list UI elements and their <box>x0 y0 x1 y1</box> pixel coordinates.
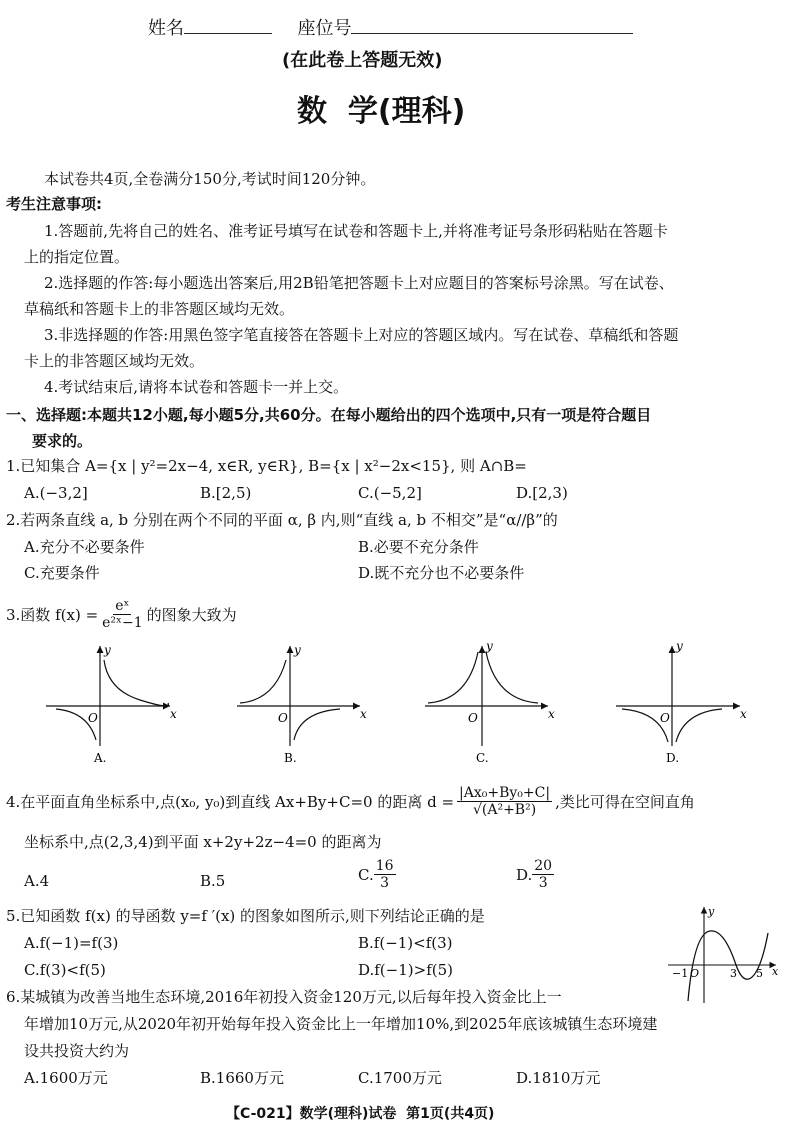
q5-option-b: B.f(−1)<f(3) <box>358 934 453 952</box>
q6-line3: 设共投资大约为 <box>24 1042 130 1060</box>
graph-b-x: x <box>360 707 367 721</box>
q4-option-d-frac <box>532 858 554 891</box>
q4-formula-num: |Ax₀+By₀+C| <box>459 785 551 801</box>
graph-a-label: A. <box>94 751 107 765</box>
q3-graphs <box>0 630 794 770</box>
name-blank <box>184 17 272 34</box>
q4-option-c-prefix: C. <box>358 865 374 884</box>
graph-a-y: y <box>104 643 111 657</box>
graph-b-label: B. <box>284 751 297 765</box>
q5-graph <box>664 903 784 1005</box>
graph-c-label: C. <box>476 751 489 765</box>
page-footer: 【C-021】数学(理科)试卷 第1页(共4页) <box>226 1106 495 1122</box>
q4-stem-a: 4.在平面直角坐标系中,点(x₀, y₀)到直线 Ax+By+C=0 的距离 d = <box>6 792 455 811</box>
section-heading-line2: 要求的。 <box>32 432 93 450</box>
graph-c-origin: O <box>468 711 478 725</box>
intro-line: 本试卷共4页,全卷满分150分,考试时间120分钟。 <box>44 170 376 188</box>
q4-option-d-num: 20 <box>534 858 553 874</box>
q4-option-c-num: 16 <box>375 858 394 874</box>
q2-option-d: D.既不充分也不必要条件 <box>358 564 525 582</box>
q4-option-d-prefix: D. <box>516 865 533 884</box>
note-1b: 上的指定位置。 <box>24 248 130 266</box>
q3-stem <box>6 598 237 631</box>
q1-stem: 1.已知集合 A={x | y²=2x−4, x∈R, y∈R}, B={x | x²−2x<15}, 则 A∩B= <box>6 457 527 475</box>
note-3b: 卡上的非答题区域均无效。 <box>24 352 205 370</box>
q1-option-c: C.(−5,2] <box>358 484 422 502</box>
q4-stem-b: ,类比可得在空间直角 <box>555 792 695 811</box>
q5-option-a: A.f(−1)=f(3) <box>24 934 119 952</box>
graph-d-y: y <box>676 639 683 653</box>
note-1a: 1.答题前,先将自己的姓名、准考证号填写在试卷和答题卡上,并将准考证号条形码粘贴在答题卡 <box>44 222 668 240</box>
note-2a: 2.选择题的作答:每小题选出答案后,用2B铅笔把答题卡上对应题目的答案标号涂黑。写在试卷、 <box>44 274 674 292</box>
q4-formula-den: √(A²+B²) <box>472 802 537 818</box>
q1-option-d: D.[2,3) <box>516 484 568 502</box>
q2-option-b: B.必要不充分条件 <box>358 538 479 556</box>
seat-label: 座位号 <box>297 18 352 39</box>
q5-axis-x: x <box>772 965 779 978</box>
graph-b <box>237 643 367 765</box>
q3-prefix: 3.函数 f(x) = <box>6 605 99 624</box>
q5-tick-3: 3 <box>730 967 737 980</box>
graph-a <box>46 643 177 765</box>
name-label: 姓名 <box>148 18 184 39</box>
notes-heading: 考生注意事项: <box>6 195 102 213</box>
q4-option-d <box>516 858 554 891</box>
q5-option-c: C.f(3)<f(5) <box>24 961 106 979</box>
graph-d-x: x <box>740 707 747 721</box>
q6-option-c: C.1700万元 <box>358 1069 442 1087</box>
graph-d-label: D. <box>666 751 680 765</box>
graph-d <box>616 639 747 765</box>
q4-option-b: B.5 <box>200 872 226 890</box>
q3-numerator: eˣ <box>115 598 130 614</box>
q2-option-a: A.充分不必要条件 <box>24 538 145 556</box>
q6-option-a: A.1600万元 <box>24 1069 108 1087</box>
graph-a-origin: O <box>88 711 98 725</box>
q6-line2: 年增加10万元,从2020年初开始每年投入资金比上一年增加10%,到2025年底该城镇生态环境建 <box>24 1015 658 1033</box>
graph-c-x: x <box>548 707 555 721</box>
q4-option-c <box>358 858 396 891</box>
q4-formula <box>457 785 552 818</box>
q2-stem: 2.若两条直线 a, b 分别在两个不同的平面 α, β 内,则“直线 a, b 不相交”是“α//β”的 <box>6 511 558 529</box>
q3-fraction <box>100 598 144 631</box>
q3-suffix: 的图象大致为 <box>146 605 237 624</box>
section-heading-line1: 一、选择题:本题共12小题,每小题5分,共60分。在每小题给出的四个选项中,只有一项是符合题目 <box>6 406 652 424</box>
q5-tick-5: 5 <box>756 967 763 980</box>
q5-option-d: D.f(−1)>f(5) <box>358 961 453 979</box>
q4-option-a: A.4 <box>24 872 50 890</box>
name-field <box>148 14 633 40</box>
note-2b: 草稿纸和答题卡上的非答题区域均无效。 <box>24 300 295 318</box>
note-3a: 3.非选择题的作答:用黑色签字笔直接答在答题卡上对应的答题区域内。写在试卷、草稿纸和答题 <box>44 326 679 344</box>
header-notice: (在此卷上答题无效) <box>282 50 443 71</box>
graph-c-y: y <box>486 639 493 653</box>
q1-option-a: A.(−3,2] <box>24 484 88 502</box>
q2-option-c: C.充要条件 <box>24 564 100 582</box>
graph-c <box>425 639 555 765</box>
graph-b-origin: O <box>278 711 288 725</box>
graph-a-x: x <box>170 707 177 721</box>
note-4: 4.考试结束后,请将本试卷和答题卡一并上交。 <box>44 378 349 396</box>
q5-axis-y: y <box>708 905 715 918</box>
q5-origin: O <box>690 967 700 980</box>
q5-tick-neg1: −1 <box>672 967 689 980</box>
q6-option-d: D.1810万元 <box>516 1069 601 1087</box>
q4-option-d-den: 3 <box>538 875 548 891</box>
page-title: 数 学(理科) <box>297 94 466 129</box>
q4-stem-line1 <box>6 785 695 818</box>
graph-d-origin: O <box>660 711 670 725</box>
graph-b-y: y <box>294 643 301 657</box>
seat-blank <box>351 17 633 34</box>
q1-option-b: B.[2,5) <box>200 484 252 502</box>
q4-stem-c: 坐标系中,点(2,3,4)到平面 x+2y+2z−4=0 的距离为 <box>24 833 382 851</box>
q6-option-b: B.1660万元 <box>200 1069 284 1087</box>
q4-option-c-den: 3 <box>380 875 390 891</box>
q5-stem: 5.已知函数 f(x) 的导函数 y=f ′(x) 的图象如图所示,则下列结论正确的是 <box>6 907 485 925</box>
q4-option-c-frac <box>374 858 396 891</box>
q3-denominator: e²ˣ−1 <box>102 615 143 631</box>
q6-line1: 6.某城镇为改善当地生态环境,2016年初投入资金120万元,以后每年投入资金比上一 <box>6 988 562 1006</box>
